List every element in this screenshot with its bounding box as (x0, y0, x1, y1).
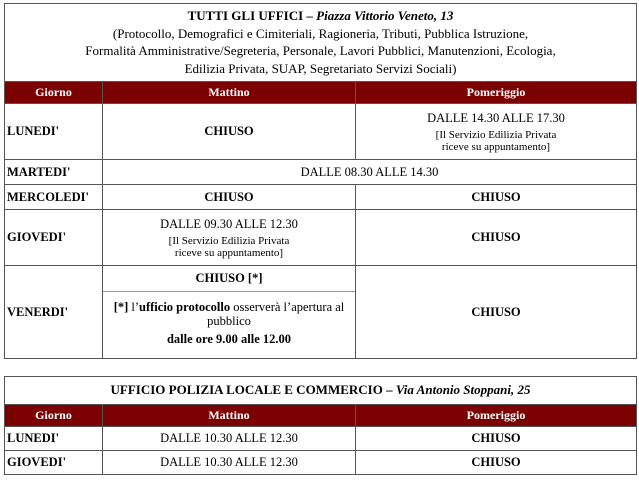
appointment-note: [Il Servizio Edilizia Privata (435, 128, 557, 141)
table-row-thursday (5, 451, 637, 475)
morning-hours: CHIUSO (103, 104, 356, 160)
afternoon-hours: CHIUSO (356, 427, 637, 451)
day-label: VENERDI' (5, 266, 103, 359)
table-row-friday (5, 266, 637, 359)
police-office-title-cell (5, 377, 637, 405)
day-label: MERCOLEDI' (5, 185, 103, 210)
afternoon-hours: CHIUSO (356, 266, 637, 359)
main-office-address: Piazza Vittorio Veneto, 13 (316, 8, 454, 23)
day-label: LUNEDI' (5, 427, 103, 451)
day-label: GIOVEDI' (5, 210, 103, 266)
morning-hours: CHIUSO [*] (195, 271, 263, 285)
title-dash: – (303, 8, 317, 23)
afternoon-hours: CHIUSO (356, 210, 637, 266)
header-morning: Mattino (103, 405, 356, 427)
day-label: MARTEDI' (5, 160, 103, 185)
services-list-line: Formalità Amministrative/Segreteria, Personale, Lavori Pubblici, Manutenzioni, Ecologia, (85, 43, 556, 58)
header-afternoon: Pomeriggio (356, 82, 637, 104)
office-hours-table-main (4, 3, 637, 359)
morning-hours-cell (103, 210, 356, 266)
note-text: osserverà l’apertura al pubblico (207, 300, 345, 328)
note-text: l’ (128, 300, 140, 314)
note-marker: [*] (113, 300, 129, 314)
all-day-hours: DALLE 08.30 ALLE 14.30 (103, 160, 637, 185)
services-list-line: Edilizia Privata, SUAP, Segretariato Servizi Sociali) (184, 60, 457, 76)
table-row-monday (5, 104, 637, 160)
appointment-note: riceve su appuntamento] (441, 140, 551, 153)
police-office-title: UFFICIO POLIZIA LOCALE E COMMERCIO (110, 382, 383, 398)
morning-hours: DALLE 09.30 ALLE 12.30 (160, 216, 298, 231)
table-row-thursday (5, 210, 637, 266)
table-header-row (5, 405, 637, 427)
day-label: LUNEDI' (5, 104, 103, 160)
protocol-office-name: ufficio protocollo (139, 300, 231, 314)
afternoon-hours: CHIUSO (356, 451, 637, 475)
morning-hours: DALLE 10.30 ALLE 12.30 (103, 427, 356, 451)
police-office-address: Via Antonio Stoppani, 25 (395, 382, 531, 398)
morning-hours: CHIUSO (103, 185, 356, 210)
protocol-note (103, 292, 355, 328)
afternoon-hours-cell (356, 104, 637, 160)
afternoon-hours: DALLE 14.30 ALLE 17.30 (427, 110, 565, 125)
main-office-title-cell (5, 4, 637, 82)
header-day: Giorno (5, 82, 103, 104)
protocol-hours: dalle ore 9.00 alle 12.00 (166, 332, 292, 346)
day-label: GIOVEDI' (5, 451, 103, 475)
table-header-row (5, 82, 637, 104)
morning-hours-cell (103, 266, 356, 359)
afternoon-hours: CHIUSO (356, 185, 637, 210)
main-office-title: TUTTI GLI UFFICI (187, 8, 304, 23)
table-row-tuesday (5, 160, 637, 185)
table-row-wednesday (5, 185, 637, 210)
services-list-line: (Protocollo, Demografici e Cimiteriali, Ragioneria, Tributi, Pubblica Istruzione, (112, 25, 529, 41)
header-day: Giorno (5, 405, 103, 427)
morning-hours: DALLE 10.30 ALLE 12.30 (103, 451, 356, 475)
header-afternoon: Pomeriggio (356, 405, 637, 427)
office-hours-table-police (4, 376, 637, 475)
table-row-monday (5, 427, 637, 451)
appointment-note: [Il Servizio Edilizia Privata (168, 234, 290, 247)
title-dash: – (382, 382, 396, 398)
appointment-note: riceve su appuntamento] (174, 246, 284, 259)
header-morning: Mattino (103, 82, 356, 104)
